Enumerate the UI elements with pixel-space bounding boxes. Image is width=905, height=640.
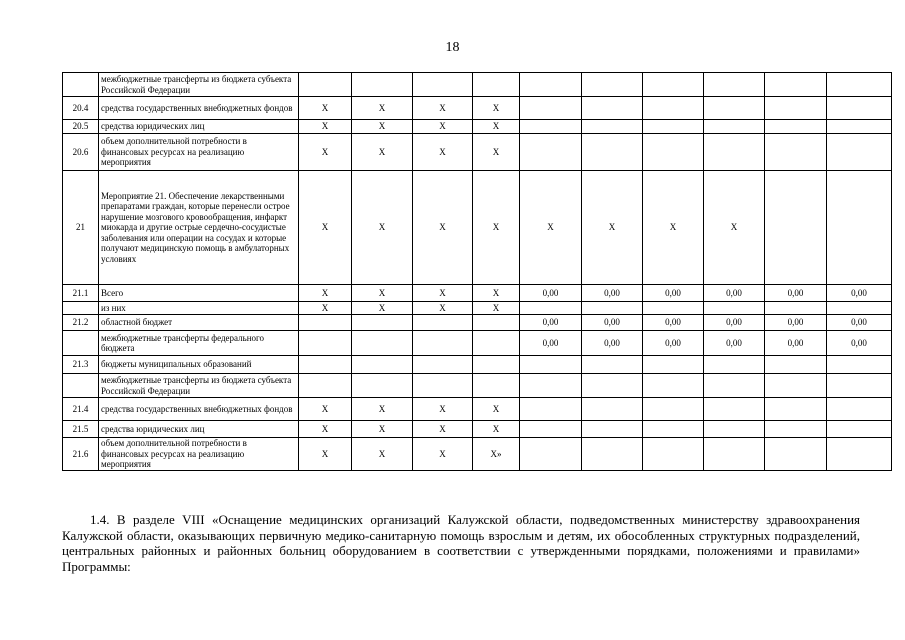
row-number (63, 73, 99, 97)
table-row (63, 285, 892, 302)
row-number: 20.6 (63, 134, 99, 171)
table-cell (413, 356, 473, 374)
table-cell: Х (299, 398, 352, 421)
table-cell (582, 97, 643, 120)
table-cell: 0,00 (643, 285, 704, 302)
row-name: из них (99, 302, 299, 315)
table-cell: Х (473, 302, 520, 315)
table-cell: Х (473, 171, 520, 285)
table-row (63, 331, 892, 356)
table-cell (704, 302, 765, 315)
table-cell (520, 374, 582, 398)
row-name: средства юридических лиц (99, 421, 299, 438)
page-number: 18 (445, 40, 460, 55)
table-cell (413, 315, 473, 331)
table-row (63, 398, 892, 421)
table-cell: Х (413, 285, 473, 302)
table-cell (643, 134, 704, 171)
table-cell: Х (352, 438, 413, 471)
table-cell (827, 97, 892, 120)
table-cell (765, 171, 827, 285)
table-cell (765, 398, 827, 421)
table-cell (520, 120, 582, 134)
table-cell: Х (582, 171, 643, 285)
table-cell (827, 302, 892, 315)
table-cell (473, 73, 520, 97)
row-name: средства юридических лиц (99, 120, 299, 134)
table-row (63, 73, 892, 97)
table-cell (582, 438, 643, 471)
table-cell (520, 438, 582, 471)
table-cell (827, 438, 892, 471)
funding-table (62, 72, 892, 471)
table-cell: Х (299, 120, 352, 134)
table-cell (765, 120, 827, 134)
table-cell (827, 120, 892, 134)
row-number: 20.4 (63, 97, 99, 120)
table-cell (765, 302, 827, 315)
table-cell: Х (299, 134, 352, 171)
table-cell (352, 331, 413, 356)
table-cell: Х (299, 421, 352, 438)
table-cell (643, 398, 704, 421)
table-cell: Х (299, 302, 352, 315)
table-cell (352, 73, 413, 97)
table-cell: 0,00 (827, 315, 892, 331)
table-cell: 0,00 (704, 285, 765, 302)
table-cell (643, 374, 704, 398)
table-row (63, 421, 892, 438)
table-cell: Х (473, 120, 520, 134)
table-cell (643, 421, 704, 438)
table-cell (473, 315, 520, 331)
table-cell: Х (413, 171, 473, 285)
table-cell (473, 356, 520, 374)
table-cell (704, 374, 765, 398)
table-cell: 0,00 (582, 285, 643, 302)
row-name: средства государственных внебюджетных фондов (99, 398, 299, 421)
table-cell (520, 356, 582, 374)
table-cell: Х (299, 171, 352, 285)
table-cell (827, 421, 892, 438)
table-cell: Х (413, 302, 473, 315)
table-cell: Х (352, 97, 413, 120)
table-cell (473, 374, 520, 398)
table-cell (704, 97, 765, 120)
table-cell (413, 331, 473, 356)
table-cell: 0,00 (704, 331, 765, 356)
row-number: 21.5 (63, 421, 99, 438)
table-cell: Х» (473, 438, 520, 471)
row-name: средства государственных внебюджетных фондов (99, 97, 299, 120)
table-cell (582, 120, 643, 134)
table-cell (299, 331, 352, 356)
table-cell (704, 398, 765, 421)
row-number: 21.2 (63, 315, 99, 331)
row-number (63, 374, 99, 398)
table-row (63, 438, 892, 471)
table-cell: Х (473, 97, 520, 120)
table-row (63, 120, 892, 134)
row-name: объем дополнительной потребности в финансовых ресурсах на реализацию мероприятия (99, 134, 299, 171)
table-cell (520, 421, 582, 438)
table-cell: Х (413, 398, 473, 421)
table-cell (582, 374, 643, 398)
table-body (63, 73, 892, 471)
row-number (63, 331, 99, 356)
table-cell (299, 315, 352, 331)
table-row (63, 134, 892, 171)
row-name: межбюджетные трансферты федерального бюджета (99, 331, 299, 356)
table-cell: Х (473, 285, 520, 302)
table-cell: Х (473, 398, 520, 421)
table-cell: Х (299, 285, 352, 302)
table-cell: Х (299, 438, 352, 471)
table-cell (352, 315, 413, 331)
table-cell (352, 356, 413, 374)
table-cell (643, 356, 704, 374)
table-cell (473, 331, 520, 356)
table-cell (352, 374, 413, 398)
table-cell: Х (352, 398, 413, 421)
table-cell: Х (352, 134, 413, 171)
table-cell: Х (413, 120, 473, 134)
table-cell: Х (352, 120, 413, 134)
table-cell (520, 73, 582, 97)
table-cell (520, 134, 582, 171)
table-cell: 0,00 (704, 315, 765, 331)
table-row (63, 171, 892, 285)
row-name: Мероприятие 21. Обеспечение лекарственными препаратами граждан, которые перенесли острое нарушение мозгового кровообращения, инфаркт миокарда и другие острые сердечно-сосудистые заболевания или операции на сосудах и которые получают медицинскую помощь в амбулаторных условиях (99, 171, 299, 285)
table-cell: 0,00 (765, 331, 827, 356)
table-cell: 0,00 (643, 331, 704, 356)
table-cell (582, 356, 643, 374)
table-cell (704, 73, 765, 97)
table-cell (582, 134, 643, 171)
table-cell (520, 302, 582, 315)
table-cell (704, 421, 765, 438)
table-cell: Х (352, 171, 413, 285)
table-cell (520, 398, 582, 421)
table-cell: Х (413, 421, 473, 438)
table-cell: 0,00 (520, 331, 582, 356)
table-cell (299, 73, 352, 97)
table-cell (827, 398, 892, 421)
table-cell (643, 438, 704, 471)
table-cell (299, 356, 352, 374)
table-cell: 0,00 (520, 315, 582, 331)
table-cell (765, 356, 827, 374)
row-name: объем дополнительной потребности в финансовых ресурсах на реализацию мероприятия (99, 438, 299, 471)
table-cell: 0,00 (582, 315, 643, 331)
table-cell: Х (352, 421, 413, 438)
row-number: 21.1 (63, 285, 99, 302)
table-cell (827, 171, 892, 285)
row-number: 21.6 (63, 438, 99, 471)
table-row (63, 374, 892, 398)
table-row (63, 315, 892, 331)
row-name: межбюджетные трансферты из бюджета субъекта Российской Федерации (99, 374, 299, 398)
row-number (63, 302, 99, 315)
table-cell (643, 73, 704, 97)
table-cell: Х (413, 97, 473, 120)
table-cell: Х (413, 134, 473, 171)
table-cell (520, 97, 582, 120)
table-cell (765, 438, 827, 471)
row-name: Всего (99, 285, 299, 302)
table-cell: 0,00 (765, 285, 827, 302)
table-cell (643, 120, 704, 134)
table-cell: Х (352, 285, 413, 302)
table-cell (765, 374, 827, 398)
table-cell: 0,00 (827, 331, 892, 356)
row-number: 20.5 (63, 120, 99, 134)
table-cell: Х (643, 171, 704, 285)
table-cell (299, 374, 352, 398)
table-cell (582, 398, 643, 421)
table-cell (643, 97, 704, 120)
table-cell (827, 73, 892, 97)
row-number: 21.3 (63, 356, 99, 374)
table-cell (704, 356, 765, 374)
table-cell: 0,00 (643, 315, 704, 331)
table-cell (827, 374, 892, 398)
row-number: 21.4 (63, 398, 99, 421)
row-name: межбюджетные трансферты из бюджета субъекта Российской Федерации (99, 73, 299, 97)
table-cell: Х (299, 97, 352, 120)
table-cell (413, 374, 473, 398)
table-cell (582, 421, 643, 438)
table-row (63, 97, 892, 120)
table-cell (704, 438, 765, 471)
paragraph-1-4: 1.4. В разделе VIII «Оснащение медицинских организаций Калужской области, подведомственных министерству здравоохранения Калужской области, оказывающих первичную медико-санитарную помощь взрослым и детям, их обособленных структурных подразделений, центральных районных и районных больниц оборудованием в соответствии с утвержденными порядками, положениями и правилами» Программы: (62, 512, 860, 574)
table-cell (704, 134, 765, 171)
table-cell: Х (352, 302, 413, 315)
table-cell: 0,00 (520, 285, 582, 302)
row-name: бюджеты муниципальных образований (99, 356, 299, 374)
table-cell (765, 421, 827, 438)
table-cell: Х (473, 421, 520, 438)
table-cell (765, 134, 827, 171)
table-cell (827, 134, 892, 171)
table-cell (582, 302, 643, 315)
table-cell (582, 73, 643, 97)
table-row (63, 302, 892, 315)
row-number: 21 (63, 171, 99, 285)
table-cell: 0,00 (765, 315, 827, 331)
table-cell: 0,00 (582, 331, 643, 356)
table-cell (765, 97, 827, 120)
table-cell (765, 73, 827, 97)
table-cell: Х (520, 171, 582, 285)
table-cell: Х (413, 438, 473, 471)
row-name: областной бюджет (99, 315, 299, 331)
table-row (63, 356, 892, 374)
table-cell (413, 73, 473, 97)
table-cell: Х (704, 171, 765, 285)
table-cell (643, 302, 704, 315)
table-cell: Х (473, 134, 520, 171)
table-cell: 0,00 (827, 285, 892, 302)
table-cell (827, 356, 892, 374)
table-cell (704, 120, 765, 134)
